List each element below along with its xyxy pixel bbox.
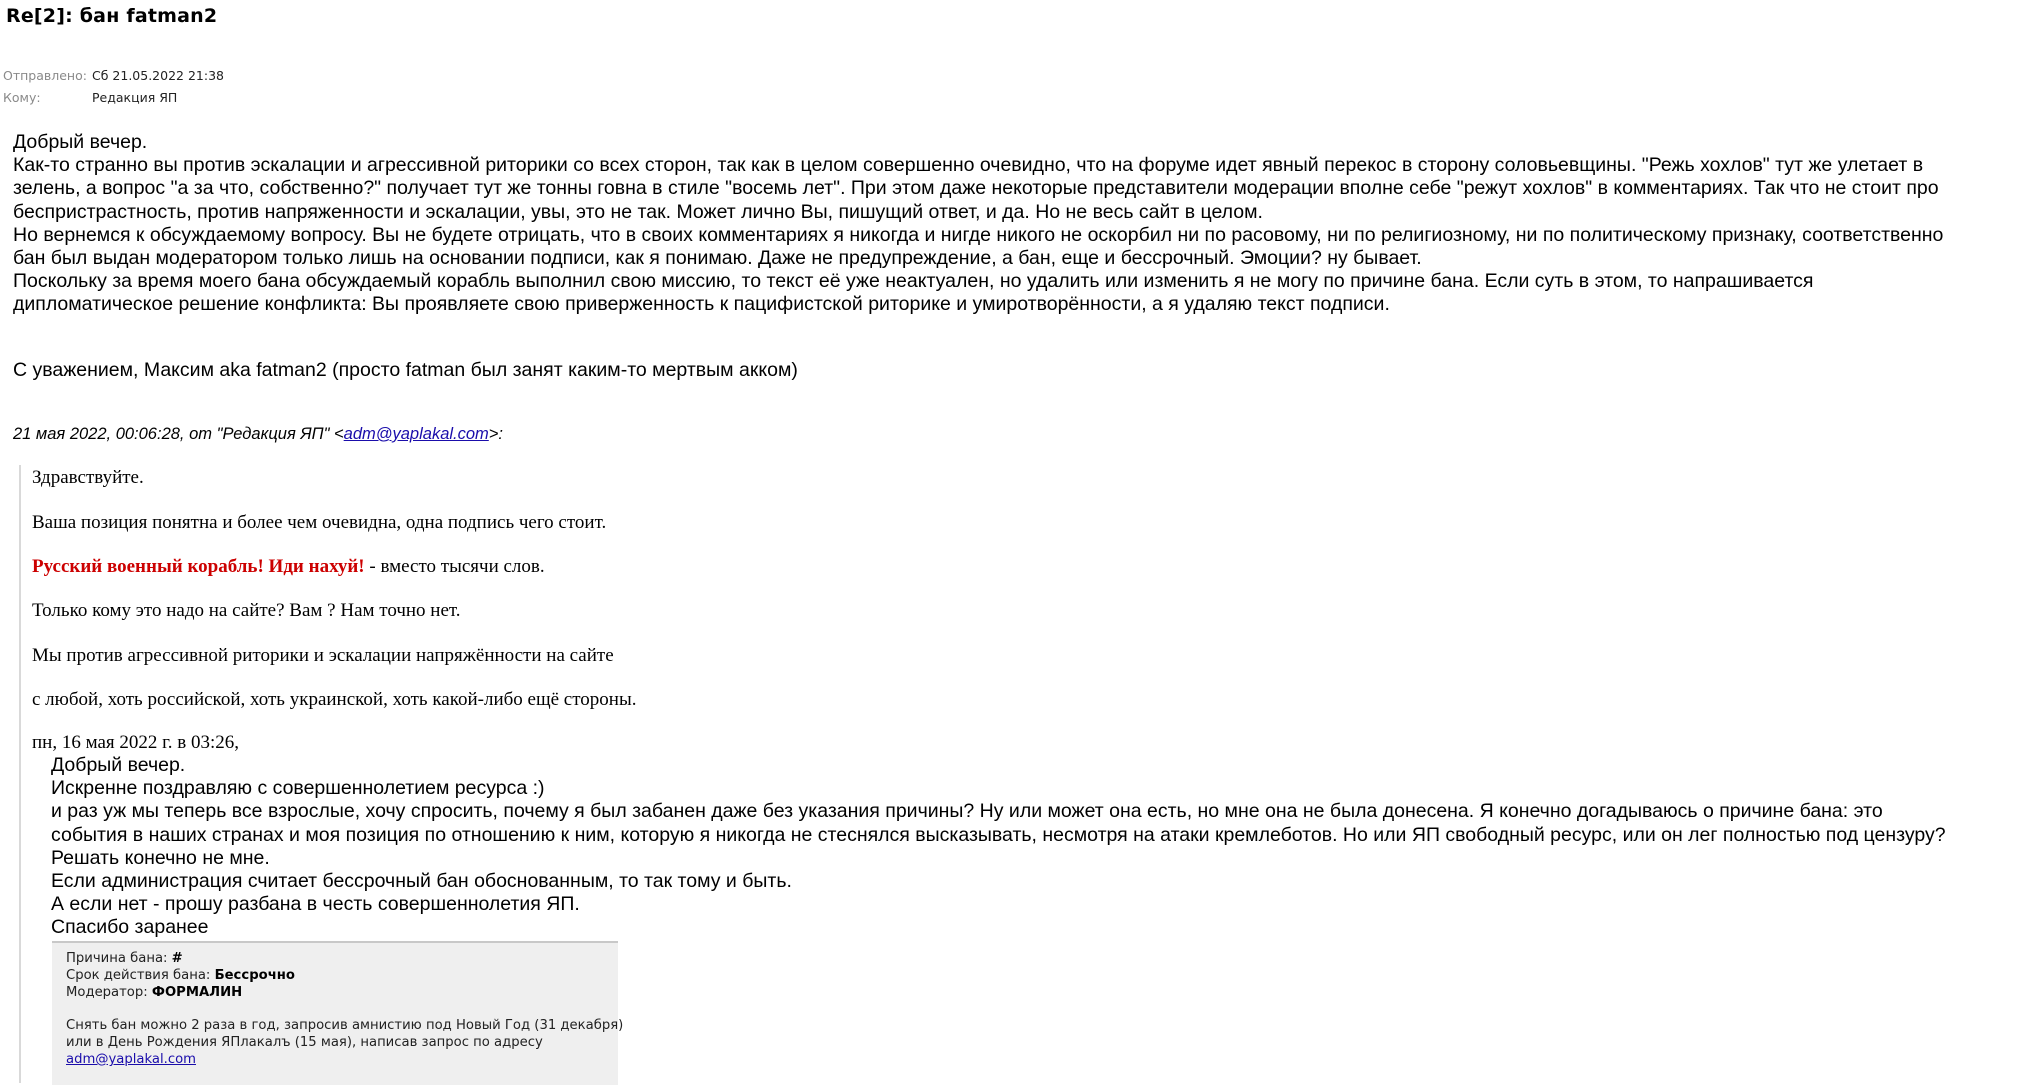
sent-value: Сб 21.05.2022 21:38 bbox=[92, 68, 224, 83]
body-line: Но вернемся к обсуждаемому вопросу. Вы не будете отрицать, что в своих комментариях я никогда и нигде никого не оскорбил ни по расовому, ни по религиозному, ни по политическому признаку, соответственно bbox=[13, 223, 1944, 246]
inner-line: Искренне поздравляю с совершеннолетием ресурса :) bbox=[51, 777, 545, 800]
quote-red-line bbox=[32, 556, 545, 578]
inner-line: Спасибо заранее bbox=[51, 916, 209, 939]
message-body bbox=[13, 131, 2013, 317]
attribution-suffix: >: bbox=[488, 425, 504, 443]
inner-line: Решать конечно не мне. bbox=[51, 846, 270, 869]
body-line: бан был выдан модератором только лишь на основании подписи, как я понимаю. Даже не предупреждение, а бан, еще и бессрочный. Эмоции? ну бывает. bbox=[13, 247, 1422, 270]
message-subject: Re[2]: бан fatman2 bbox=[6, 5, 218, 27]
inner-line: события в наших странах и моя позиция по отношению к ним, которую я никогда не стеснялся высказывать, несмотря на атаки кремлеботов. Но или ЯП свободный ресурс, или он лег полностью под цензуру? bbox=[51, 823, 1946, 846]
ban-moderator-value: ФОРМАЛИН bbox=[151, 985, 243, 1000]
quote-attribution bbox=[13, 425, 503, 444]
inner-line: и раз уж мы теперь все взрослые, хочу спросить, почему я был забанен даже без указания причины? Ну или может она есть, но мне она не была донесена. Я конечно догадываюсь о причине бана: это bbox=[51, 800, 1883, 823]
ban-email-link[interactable]: adm@yaplakal.com bbox=[66, 1052, 196, 1067]
ban-reason-value: # bbox=[171, 951, 183, 966]
ban-info-box bbox=[52, 941, 624, 1085]
sent-label: Отправлено: bbox=[3, 68, 87, 83]
inner-line: А если нет - прошу разбана в честь совершеннолетия ЯП. bbox=[51, 893, 580, 916]
quote-line: Мы против агрессивной риторики и эскалации напряжённости на сайте bbox=[32, 645, 614, 666]
quote-line: Только кому это надо на сайте? Вам ? Нам точно нет. bbox=[32, 600, 461, 621]
quote-line: Ваша позиция понятна и более чем очевидна, одна подпись чего стоит. bbox=[32, 512, 607, 533]
attribution-prefix: 21 мая 2022, 00:06:28, от "Редакция ЯП" < bbox=[13, 425, 344, 443]
body-line: дипломатическое решение конфликта: Вы проявляете свою приверженность к пацифистской риторике и умиротворённости, а я удаляю текст подписи. bbox=[13, 293, 1390, 316]
body-line: Как-то странно вы против эскалации и агрессивной риторики со всех сторон, так как в целом совершенно очевидно, что на форуме идет явный перекос в сторону соловьевщины. "Режь хохлов" тут же улетает в bbox=[13, 154, 1924, 177]
ban-reason-label: Причина бана: bbox=[66, 951, 172, 966]
body-line: зелень, а вопрос "а за что, собственно?" получает тут же тонны говна в стиле "восемь лет". При этом даже некоторые представители модерации вполне себе "режут хохлов" в комментариях. Так что не стоит про bbox=[13, 177, 1939, 200]
ban-term bbox=[66, 968, 295, 983]
ban-email-row bbox=[66, 1052, 196, 1067]
ban-reason bbox=[66, 951, 183, 966]
ban-note-line: или в День Рождения ЯПлакалъ (15 мая), написав запрос по адресу bbox=[66, 1035, 543, 1050]
to-value[interactable]: Редакция ЯП bbox=[92, 90, 178, 105]
inner-line: Если администрация считает бессрочный бан обоснованным, то так тому и быть. bbox=[51, 870, 792, 893]
attribution-email-link[interactable]: adm@yaplakal.com bbox=[343, 425, 489, 443]
to-label: Кому: bbox=[3, 90, 41, 105]
signature: С уважением, Максим aka fatman2 (просто fatman был занят каким-то мертвым акком) bbox=[13, 359, 798, 381]
quote-red-text: Русский военный корабль! Иди нахуй! bbox=[32, 556, 365, 577]
sent-row bbox=[3, 68, 224, 83]
ban-moderator bbox=[66, 985, 242, 1000]
quote-bar bbox=[19, 465, 21, 1083]
quote-greeting: Здравствуйте. bbox=[32, 467, 144, 488]
ban-moderator-label: Модератор: bbox=[66, 985, 152, 1000]
quote-date-line: пн, 16 мая 2022 г. в 03:26, bbox=[32, 732, 240, 753]
body-line: беспристрастность, против напряженности и эскалации, увы, это не так. Может лично Вы, пишущий ответ, и да. Но не весь сайт в целом. bbox=[13, 200, 1263, 223]
inner-quote bbox=[51, 754, 2021, 940]
inner-line: Добрый вечер. bbox=[51, 754, 186, 776]
to-row bbox=[3, 90, 177, 105]
ban-term-value: Бессрочно bbox=[214, 968, 295, 983]
ban-term-label: Срок действия бана: bbox=[66, 968, 215, 983]
quote-red-after: - вместо тысячи слов. bbox=[364, 556, 545, 577]
quote-line: с любой, хоть российской, хоть украинской, хоть какой-либо ещё стороны. bbox=[32, 689, 637, 710]
ban-note-line: Снять бан можно 2 раза в год, запросив амнистию под Новый Год (31 декабря) bbox=[66, 1018, 624, 1033]
body-line: Поскольку за время моего бана обсуждаемый корабль выполнил свою миссию, то текст её уже неактуален, но удалить или изменить я не могу по причине бана. Если суть в этом, то напрашивается bbox=[13, 270, 1814, 293]
body-line: Добрый вечер. bbox=[13, 131, 148, 153]
